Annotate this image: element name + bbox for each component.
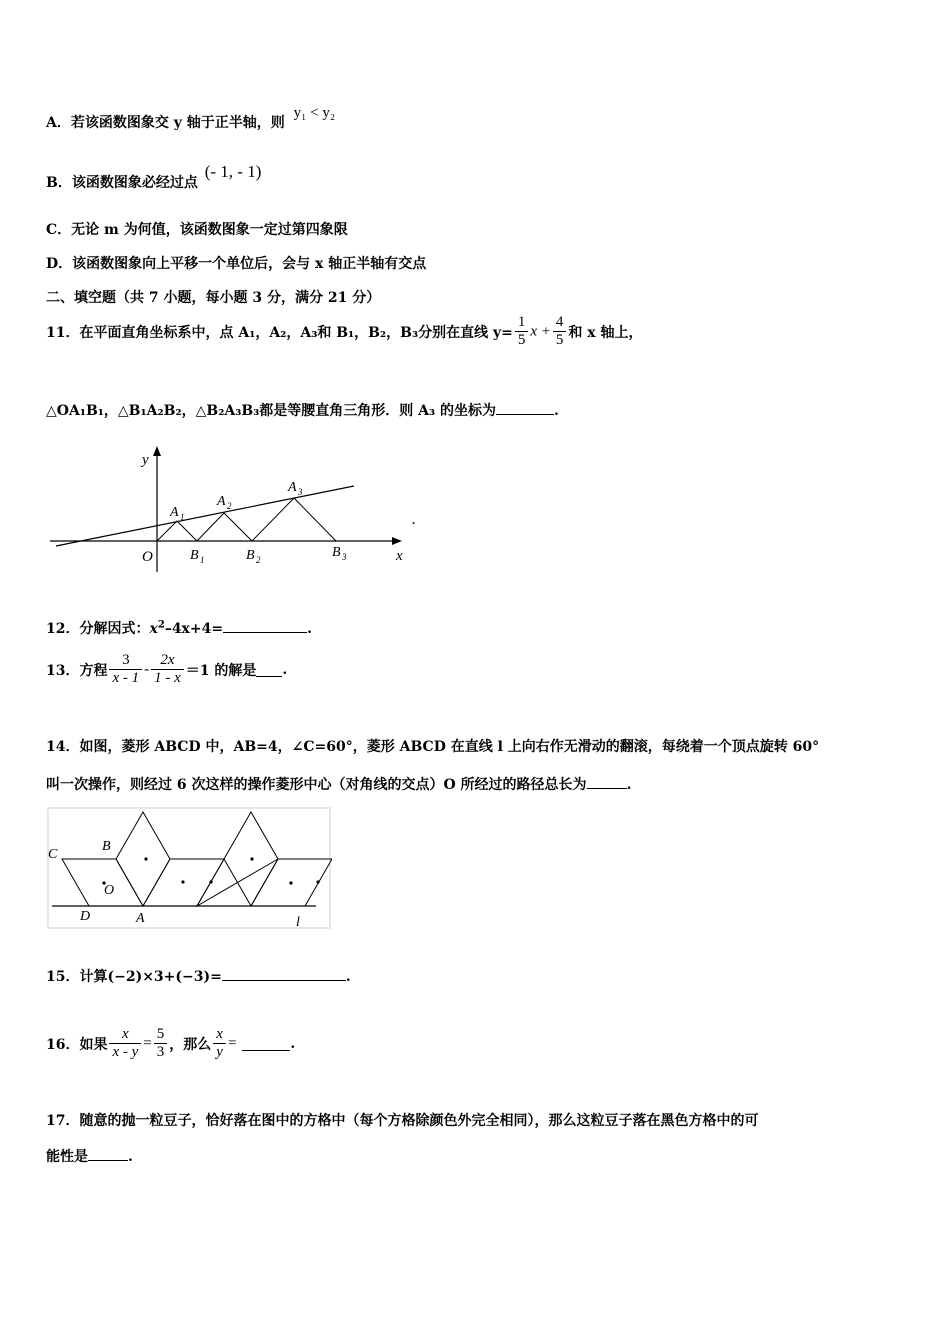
q16-answer-blank (242, 1036, 290, 1051)
label-c: C (48, 847, 58, 862)
label-a1-sub: 1 (180, 512, 185, 522)
q16-fraction-3: $\frac{x}{y}$ (213, 1026, 226, 1062)
rhombus-2 (116, 812, 170, 906)
q12-sup: 2 (157, 619, 165, 631)
label-b1: B (190, 548, 199, 563)
q14-figure (46, 806, 332, 930)
q11-line2-end: . (554, 403, 559, 419)
center-dot-3 (181, 880, 184, 883)
q11-line2-text: △OA₁B₁，△B₁A₂B₂，△B₂A₃B₃都是等腰直角三角形．则 A₃ 的坐标为 (46, 403, 497, 419)
x-axis-arrow (392, 537, 402, 545)
center-dot-4 (209, 880, 212, 883)
q13-end: . (282, 661, 288, 678)
option-b-text: B．该函数图象必经过点 (46, 175, 198, 191)
q12-expr: –4x+4= (164, 621, 224, 637)
question-14-line1: 14．如图，菱形 ABCD 中，AB=4，∠C=60°，菱形 ABCD 在直线 l 上向右作无滑动的翻滚，每绕着一个顶点旋转 60° (46, 739, 820, 755)
q16-fraction-2: $\frac{5}{3}$ (154, 1026, 168, 1062)
q14-line2-text: 叫一次操作，则经过 6 次这样的操作菱形中心（对角线的交点）O 所经过的路径总长为 (46, 777, 587, 793)
question-16 (46, 1026, 295, 1062)
q13-fraction-2: $\frac{2x}{1 - x}$ (151, 652, 184, 688)
y-axis-label: y (142, 452, 149, 468)
q17-line2-text: 能性是 (46, 1149, 88, 1165)
question-13 (46, 652, 287, 688)
center-dot-6 (289, 881, 292, 884)
label-a3-sub: 3 (298, 487, 303, 497)
section-heading: 二、填空题（共 7 小题，每小题 3 分，满分 21 分） (46, 290, 381, 306)
q12-answer-blank (223, 618, 307, 633)
question-11-line2 (46, 400, 559, 420)
figure-frame (48, 808, 330, 928)
question-17-line2 (46, 1146, 133, 1166)
trailing-dot: . (412, 511, 416, 528)
q17-end: . (128, 1149, 133, 1165)
q11-var: x + (530, 323, 551, 340)
q11-lead: 11．在平面直角坐标系中，点 A₁，A₂，A₃和 B₁，B₂，B₃分别在直线 y= (46, 324, 513, 341)
q17-answer-blank (88, 1146, 128, 1161)
center-dot-2 (144, 857, 147, 860)
rhombus-4-edge (224, 859, 251, 906)
option-a-text: A．若该函数图象交 y 轴于正半轴，则 (46, 115, 285, 131)
q13-lead: 13．方程 (46, 662, 108, 679)
q15-answer-blank (222, 966, 346, 981)
q15-text: 15．计算(−2)×3+(−3)= (46, 969, 222, 985)
label-b1-sub: 1 (200, 555, 205, 565)
rhombus-4-edge-b (251, 859, 278, 906)
q13-minus: - (144, 661, 150, 678)
center-dot-5 (250, 857, 253, 860)
q16-end: . (290, 1035, 296, 1052)
center-dot-7 (316, 880, 319, 883)
label-a2-sub: 2 (227, 501, 232, 511)
question-12 (46, 618, 312, 638)
q11-figure (46, 440, 426, 580)
label-b2-sub: 2 (256, 555, 261, 565)
label-a: A (136, 911, 145, 926)
q16-fraction-1: $\frac{x}{x - y}$ (109, 1026, 141, 1062)
label-b3: B (332, 545, 341, 560)
q14-line2-end: . (626, 777, 632, 793)
label-d: D (80, 909, 91, 924)
q15-end: . (345, 969, 351, 985)
question-17-line1: 17．随意的抛一粒豆子，恰好落在图中的方格中（每个方格除颜色外完全相同），那么这粒豆子落在黑色方格中的可 (46, 1113, 759, 1129)
q13-answer-blank (256, 662, 282, 677)
label-a2: A (217, 494, 226, 509)
q12-x: x (149, 621, 158, 637)
label-b2: B (246, 548, 255, 563)
y-axis-arrow (153, 446, 161, 456)
option-a-math: y₁ < y₂ (293, 105, 336, 121)
question-14-line2 (46, 774, 631, 794)
q11-tail: 和 x 轴上， (568, 324, 643, 341)
q16-eq: = (143, 1035, 152, 1052)
q11-fraction-2: $\frac{4}{5}$ (553, 314, 567, 350)
x-axis-label: x (396, 548, 403, 564)
label-b3-sub: 3 (342, 552, 347, 562)
label-l: l (296, 915, 300, 930)
triangle-b1a2b2 (197, 513, 252, 541)
option-d: D．该函数图象向上平移一个单位后，会与 x 轴正半轴有交点 (46, 256, 427, 272)
origin-label: O (142, 549, 153, 565)
label-a1: A (170, 505, 179, 520)
option-c: C．无论 m 为何值，该函数图象一定过第四象限 (46, 222, 348, 238)
q13-tail: ＝1 的解是 (185, 662, 257, 679)
q16-eq2: = (227, 1035, 237, 1052)
slanted-line (56, 486, 354, 546)
q16-lead: 16．如果 (46, 1036, 108, 1053)
label-a3: A (288, 480, 297, 495)
option-b-math: (- 1, - 1) (204, 162, 262, 181)
q11-answer-blank (496, 400, 554, 415)
label-b: B (102, 839, 111, 854)
option-b (46, 162, 262, 192)
q16-mid: ，那么 (169, 1036, 212, 1053)
q11-fraction-1: $\frac{1}{5}$ (515, 314, 529, 350)
q12-lead: 12．分解因式： (46, 621, 150, 637)
question-15 (46, 966, 351, 986)
q14-answer-blank (587, 774, 627, 789)
q13-fraction-1: $\frac{3}{x - 1}$ (109, 652, 142, 688)
q12-end: . (307, 621, 312, 637)
label-o: O (104, 883, 115, 898)
option-a (46, 105, 336, 132)
question-11-line1 (46, 314, 643, 350)
